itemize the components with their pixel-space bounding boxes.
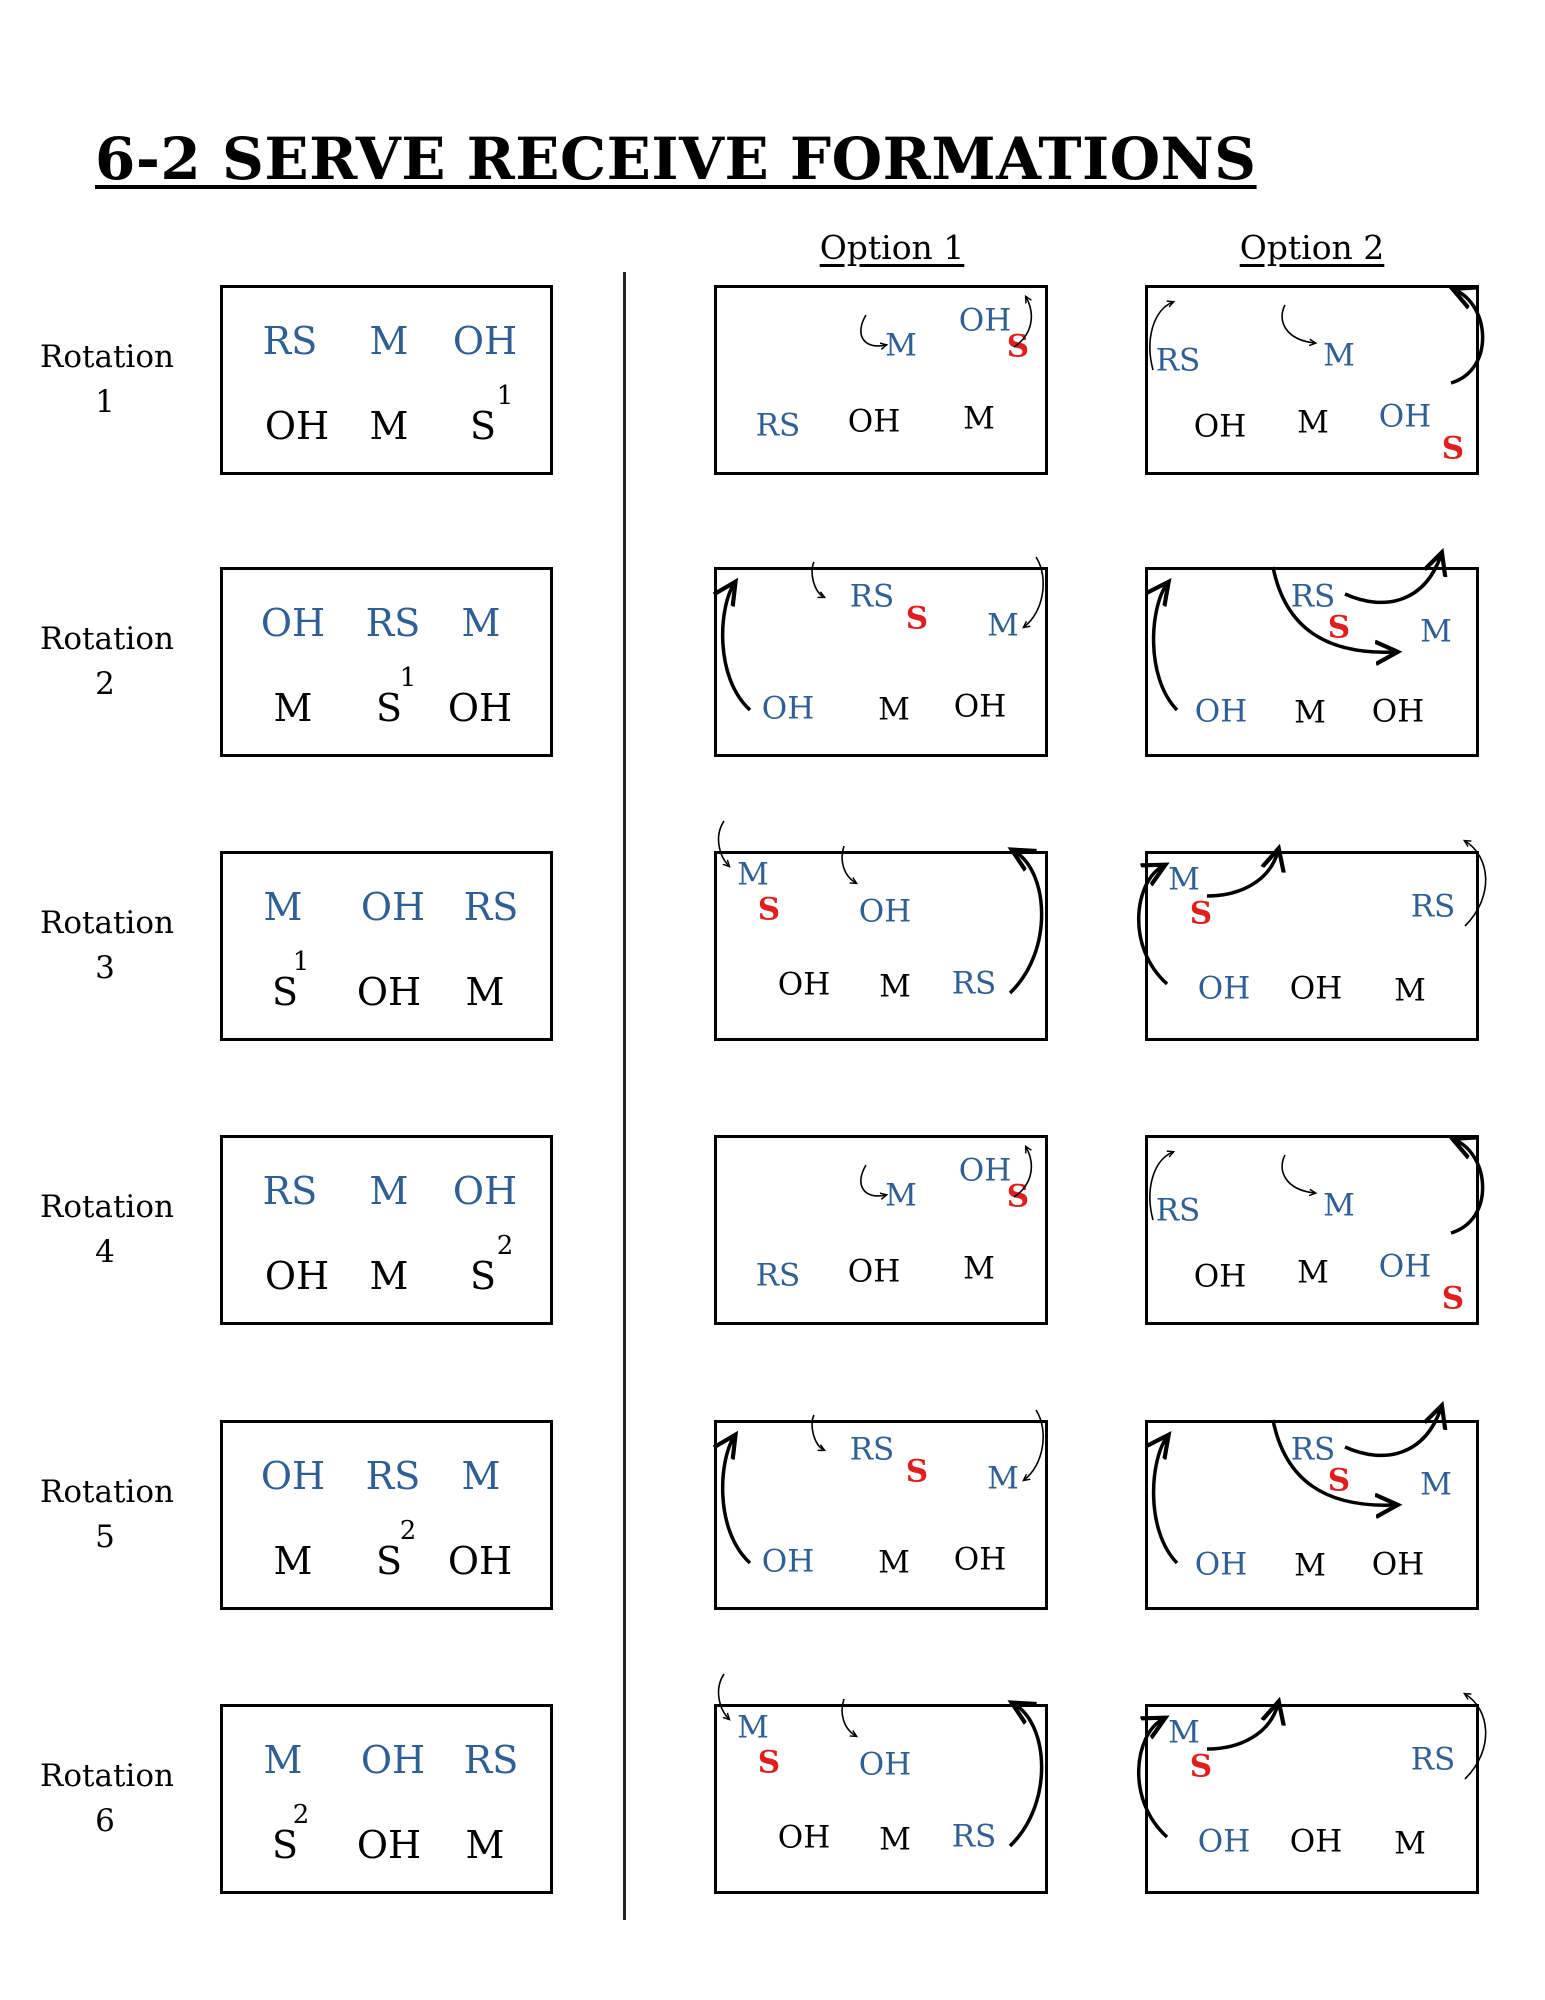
player-position: OH xyxy=(1378,398,1432,435)
player-position: M xyxy=(1294,1547,1326,1584)
option1-formation-1 xyxy=(714,285,1048,475)
base-front-position: OH xyxy=(360,885,426,929)
player-position: M xyxy=(885,1177,917,1214)
base-back-position: OH xyxy=(356,970,422,1014)
setter-number: 2 xyxy=(496,1231,514,1261)
base-front-position: OH xyxy=(452,319,518,363)
page-title: 6-2 SERVE RECEIVE FORMATIONS xyxy=(95,125,1257,193)
player-position: RS xyxy=(849,1431,895,1468)
player-position: M xyxy=(885,327,917,364)
option-2-header: Option 2 xyxy=(1239,228,1385,267)
base-back-position: M xyxy=(369,1254,409,1298)
base-back-position: OH xyxy=(264,404,330,448)
player-position: M xyxy=(1394,1825,1426,1862)
player-position: M xyxy=(1323,337,1355,374)
player-position: M xyxy=(878,691,910,728)
base-back-position: M xyxy=(465,1823,505,1867)
base-formation-1 xyxy=(220,285,553,475)
server-position: S xyxy=(1006,1178,1030,1215)
player-position: OH xyxy=(1194,693,1248,730)
option2-formation-3 xyxy=(1145,851,1479,1041)
player-position: OH xyxy=(761,1543,815,1580)
base-back-position: OH xyxy=(447,1539,513,1583)
player-position: M xyxy=(1168,1714,1200,1751)
player-position: M xyxy=(1394,972,1426,1009)
player-position: M xyxy=(879,1821,911,1858)
base-front-position: OH xyxy=(452,1169,518,1213)
option2-formation-4 xyxy=(1145,1135,1479,1325)
base-front-position: OH xyxy=(360,1738,426,1782)
rotation-label-6 xyxy=(40,1754,174,1844)
base-back-position: OH xyxy=(264,1254,330,1298)
rotation-label-4 xyxy=(40,1185,174,1275)
base-front-position: RS xyxy=(262,1169,318,1213)
player-position: OH xyxy=(953,1541,1007,1578)
player-position: M xyxy=(987,1460,1019,1497)
setter-number: 1 xyxy=(399,663,417,693)
player-position: M xyxy=(963,400,995,437)
player-position: RS xyxy=(1155,1192,1201,1229)
base-back-position: S xyxy=(469,404,497,448)
player-position: RS xyxy=(951,1818,997,1855)
player-position: M xyxy=(878,1544,910,1581)
setter-number: 1 xyxy=(292,947,310,977)
base-formation-2 xyxy=(220,567,553,757)
base-front-position: RS xyxy=(365,1454,421,1498)
setter-number: 1 xyxy=(496,381,514,411)
rotation-label-word: Rotation xyxy=(40,1758,174,1794)
player-position: OH xyxy=(858,1746,912,1783)
rotation-label-number: 4 xyxy=(95,1234,115,1270)
base-front-position: M xyxy=(263,885,303,929)
option1-formation-2 xyxy=(714,567,1048,757)
setter-number: 2 xyxy=(399,1516,417,1546)
option2-formation-1 xyxy=(1145,285,1479,475)
base-formation-5 xyxy=(220,1420,553,1610)
base-back-position: M xyxy=(273,686,313,730)
player-position: OH xyxy=(777,1819,831,1856)
player-position: OH xyxy=(958,302,1012,339)
player-position: OH xyxy=(1197,1823,1251,1860)
column-divider xyxy=(623,272,626,1920)
base-back-position: M xyxy=(369,404,409,448)
rotation-label-word: Rotation xyxy=(40,621,174,657)
base-front-position: RS xyxy=(463,1738,519,1782)
player-position: OH xyxy=(777,966,831,1003)
rotation-label-2 xyxy=(40,617,174,707)
base-back-position: S xyxy=(271,970,299,1014)
player-position: M xyxy=(1294,694,1326,731)
player-position: M xyxy=(1420,613,1452,650)
rotation-label-number: 1 xyxy=(95,384,115,420)
player-position: RS xyxy=(1155,342,1201,379)
option2-formation-5 xyxy=(1145,1420,1479,1610)
base-front-position: M xyxy=(263,1738,303,1782)
player-position: OH xyxy=(1371,693,1425,730)
player-position: RS xyxy=(755,407,801,444)
base-formation-6 xyxy=(220,1704,553,1894)
player-position: OH xyxy=(1371,1546,1425,1583)
rotation-label-3 xyxy=(40,901,174,991)
player-position: OH xyxy=(761,690,815,727)
player-position: OH xyxy=(1193,408,1247,445)
rotation-label-word: Rotation xyxy=(40,1474,174,1510)
base-back-position: S xyxy=(375,686,403,730)
base-front-position: OH xyxy=(260,601,326,645)
base-front-position: RS xyxy=(463,885,519,929)
player-position: OH xyxy=(858,893,912,930)
server-position: S xyxy=(905,600,929,637)
server-position: S xyxy=(1189,1748,1213,1785)
player-position: RS xyxy=(951,965,997,1002)
rotation-label-5 xyxy=(40,1470,174,1560)
player-position: M xyxy=(963,1250,995,1287)
base-front-position: M xyxy=(369,1169,409,1213)
rotation-label-number: 3 xyxy=(95,950,115,986)
option1-formation-3 xyxy=(714,851,1048,1041)
option-1-header: Option 1 xyxy=(819,228,965,267)
rotation-label-word: Rotation xyxy=(40,905,174,941)
server-position: S xyxy=(905,1453,929,1490)
base-back-position: OH xyxy=(356,1823,422,1867)
player-position: RS xyxy=(1410,888,1456,925)
player-position: OH xyxy=(1378,1248,1432,1285)
server-position: S xyxy=(1189,895,1213,932)
base-front-position: OH xyxy=(260,1454,326,1498)
player-position: OH xyxy=(1289,970,1343,1007)
player-position: OH xyxy=(958,1152,1012,1189)
player-position: OH xyxy=(953,688,1007,725)
base-back-position: S xyxy=(469,1254,497,1298)
player-position: OH xyxy=(1289,1823,1343,1860)
player-position: M xyxy=(1420,1466,1452,1503)
player-position: OH xyxy=(1193,1258,1247,1295)
server-position: S xyxy=(1006,328,1030,365)
base-front-position: M xyxy=(369,319,409,363)
server-position: S xyxy=(757,891,781,928)
player-position: OH xyxy=(1197,970,1251,1007)
base-front-position: RS xyxy=(262,319,318,363)
player-position: M xyxy=(1297,1254,1329,1291)
player-position: M xyxy=(1297,404,1329,441)
player-position: M xyxy=(1323,1187,1355,1224)
base-formation-4 xyxy=(220,1135,553,1325)
base-back-position: S xyxy=(375,1539,403,1583)
server-position: S xyxy=(1327,1462,1351,1499)
player-position: M xyxy=(1168,861,1200,898)
rotation-label-word: Rotation xyxy=(40,1189,174,1225)
server-position: S xyxy=(1441,430,1465,467)
option1-formation-6 xyxy=(714,1704,1048,1894)
base-back-position: M xyxy=(273,1539,313,1583)
player-position: M xyxy=(879,968,911,1005)
base-front-position: RS xyxy=(365,601,421,645)
base-front-position: M xyxy=(461,1454,501,1498)
player-position: OH xyxy=(847,403,901,440)
base-front-position: M xyxy=(461,601,501,645)
server-position: S xyxy=(757,1744,781,1781)
base-back-position: OH xyxy=(447,686,513,730)
player-position: M xyxy=(737,856,769,893)
option1-formation-4 xyxy=(714,1135,1048,1325)
base-back-position: S xyxy=(271,1823,299,1867)
option1-formation-5 xyxy=(714,1420,1048,1610)
base-back-position: M xyxy=(465,970,505,1014)
player-position: RS xyxy=(1290,578,1336,615)
setter-number: 2 xyxy=(292,1800,310,1830)
server-position: S xyxy=(1441,1280,1465,1317)
player-position: M xyxy=(737,1709,769,1746)
rotation-label-word: Rotation xyxy=(40,339,174,375)
player-position: RS xyxy=(1410,1741,1456,1778)
base-formation-3 xyxy=(220,851,553,1041)
option2-formation-6 xyxy=(1145,1704,1479,1894)
player-position: OH xyxy=(847,1253,901,1290)
rotation-label-1 xyxy=(40,335,174,425)
rotation-label-number: 2 xyxy=(95,666,115,702)
player-position: RS xyxy=(1290,1431,1336,1468)
player-position: OH xyxy=(1194,1546,1248,1583)
rotation-label-number: 6 xyxy=(95,1803,115,1839)
player-position: RS xyxy=(849,578,895,615)
server-position: S xyxy=(1327,609,1351,646)
player-position: M xyxy=(987,607,1019,644)
player-position: RS xyxy=(755,1257,801,1294)
rotation-label-number: 5 xyxy=(95,1519,115,1555)
option2-formation-2 xyxy=(1145,567,1479,757)
